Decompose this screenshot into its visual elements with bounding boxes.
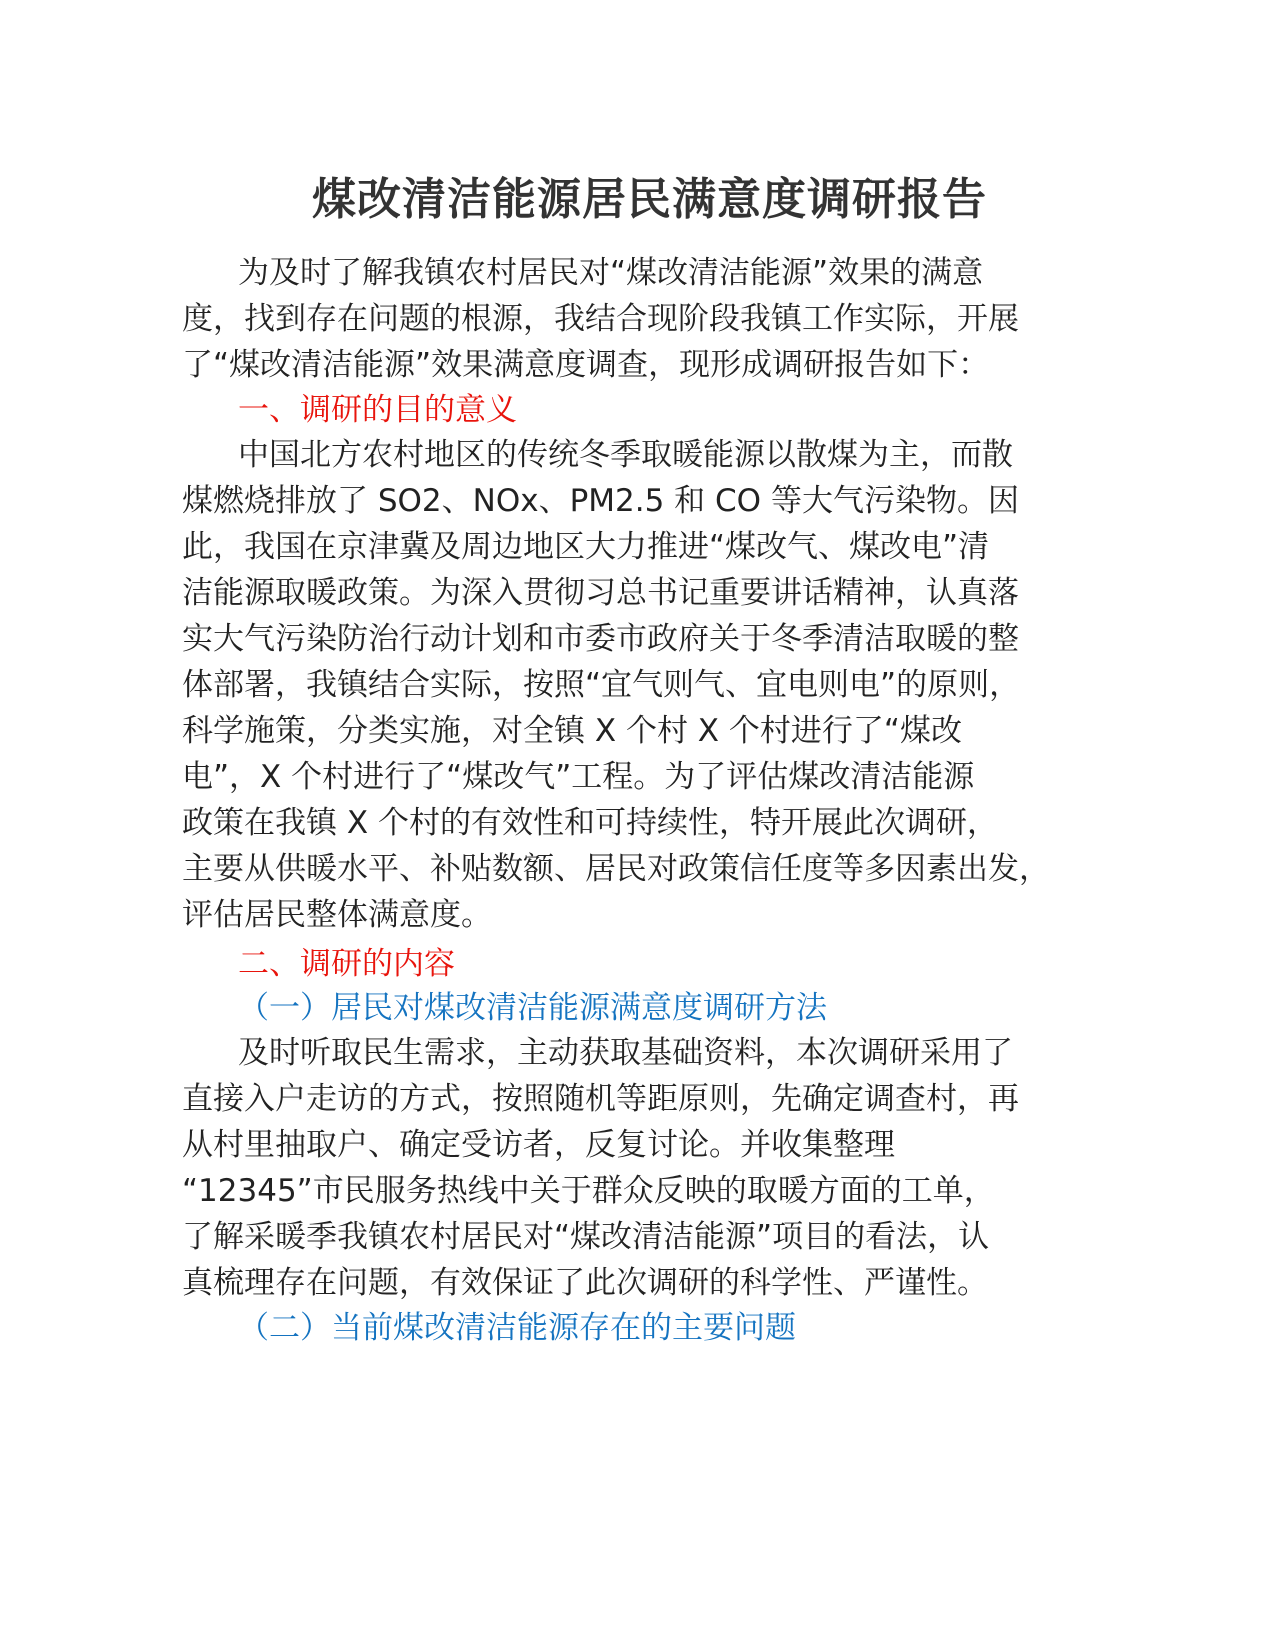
subsection-heading-method: （一）居民对煤改清洁能源满意度调研方法 <box>238 990 827 1026</box>
paragraph-line: 体部署，我镇结合实际，按照“宜气则气、宜电则电”的原则， <box>182 667 1021 703</box>
section-heading-purpose: 一、调研的目的意义 <box>238 392 517 428</box>
purpose-paragraph <box>182 432 1117 938</box>
paragraph-line: 直接入户走访的方式，按照随机等距原则，先确定调查村，再 <box>182 1081 1019 1117</box>
intro-paragraph <box>182 250 1117 388</box>
document-page <box>182 168 1117 1350</box>
paragraph-line: 科学施策，分类实施，对全镇 X 个村 X 个村进行了“煤改 <box>182 713 962 749</box>
subsection-heading-problems: （二）当前煤改清洁能源存在的主要问题 <box>238 1310 796 1346</box>
paragraph-line: 了解采暖季我镇农村居民对“煤改清洁能源”项目的看法，认 <box>182 1219 990 1255</box>
paragraph-line: 了“煤改清洁能源”效果满意度调查，现形成调研报告如下： <box>182 347 990 383</box>
paragraph-line: 为及时了解我镇农村居民对“煤改清洁能源”效果的满意 <box>238 255 984 291</box>
paragraph-line: 从村里抽取户、确定受访者，反复讨论。并收集整理 <box>182 1127 895 1163</box>
paragraph-line: 实大气污染防治行动计划和市委市政府关于冬季清洁取暖的整 <box>182 621 1019 657</box>
paragraph-line: 此，我国在京津冀及周边地区大力推进“煤改气、煤改电”清 <box>182 529 990 565</box>
section-heading-content: 二、调研的内容 <box>238 946 455 982</box>
paragraph-line: 政策在我镇 X 个村的有效性和可持续性，特开展此次调研， <box>182 805 998 841</box>
paragraph-line: 及时听取民生需求，主动获取基础资料，本次调研采用了 <box>238 1035 1013 1071</box>
document-title: 煤改清洁能源居民满意度调研报告 <box>312 174 987 225</box>
paragraph-line: 主要从供暖水平、补贴数额、居民对政策信任度等多因素出发， <box>182 851 1050 887</box>
paragraph-line: 中国北方农村地区的传统冬季取暖能源以散煤为主，而散 <box>238 437 1013 473</box>
paragraph-line: 煤燃烧排放了 SO2、NOx、PM2.5 和 CO 等大气污染物。因 <box>182 483 1019 519</box>
paragraph-line: 电”，X 个村进行了“煤改气”工程。为了评估煤改清洁能源 <box>182 759 975 795</box>
paragraph-line: 洁能源取暖政策。为深入贯彻习总书记重要讲话精神，认真落 <box>182 575 1019 611</box>
paragraph-line: 评估居民整体满意度。 <box>182 897 492 933</box>
paragraph-line: “12345”市民服务热线中关于群众反映的取暖方面的工单， <box>182 1173 995 1209</box>
paragraph-line: 度，找到存在问题的根源，我结合现阶段我镇工作实际，开展 <box>182 301 1019 337</box>
method-paragraph <box>182 1030 1117 1306</box>
paragraph-line: 真梳理存在问题，有效保证了此次调研的科学性、严谨性。 <box>182 1265 988 1301</box>
